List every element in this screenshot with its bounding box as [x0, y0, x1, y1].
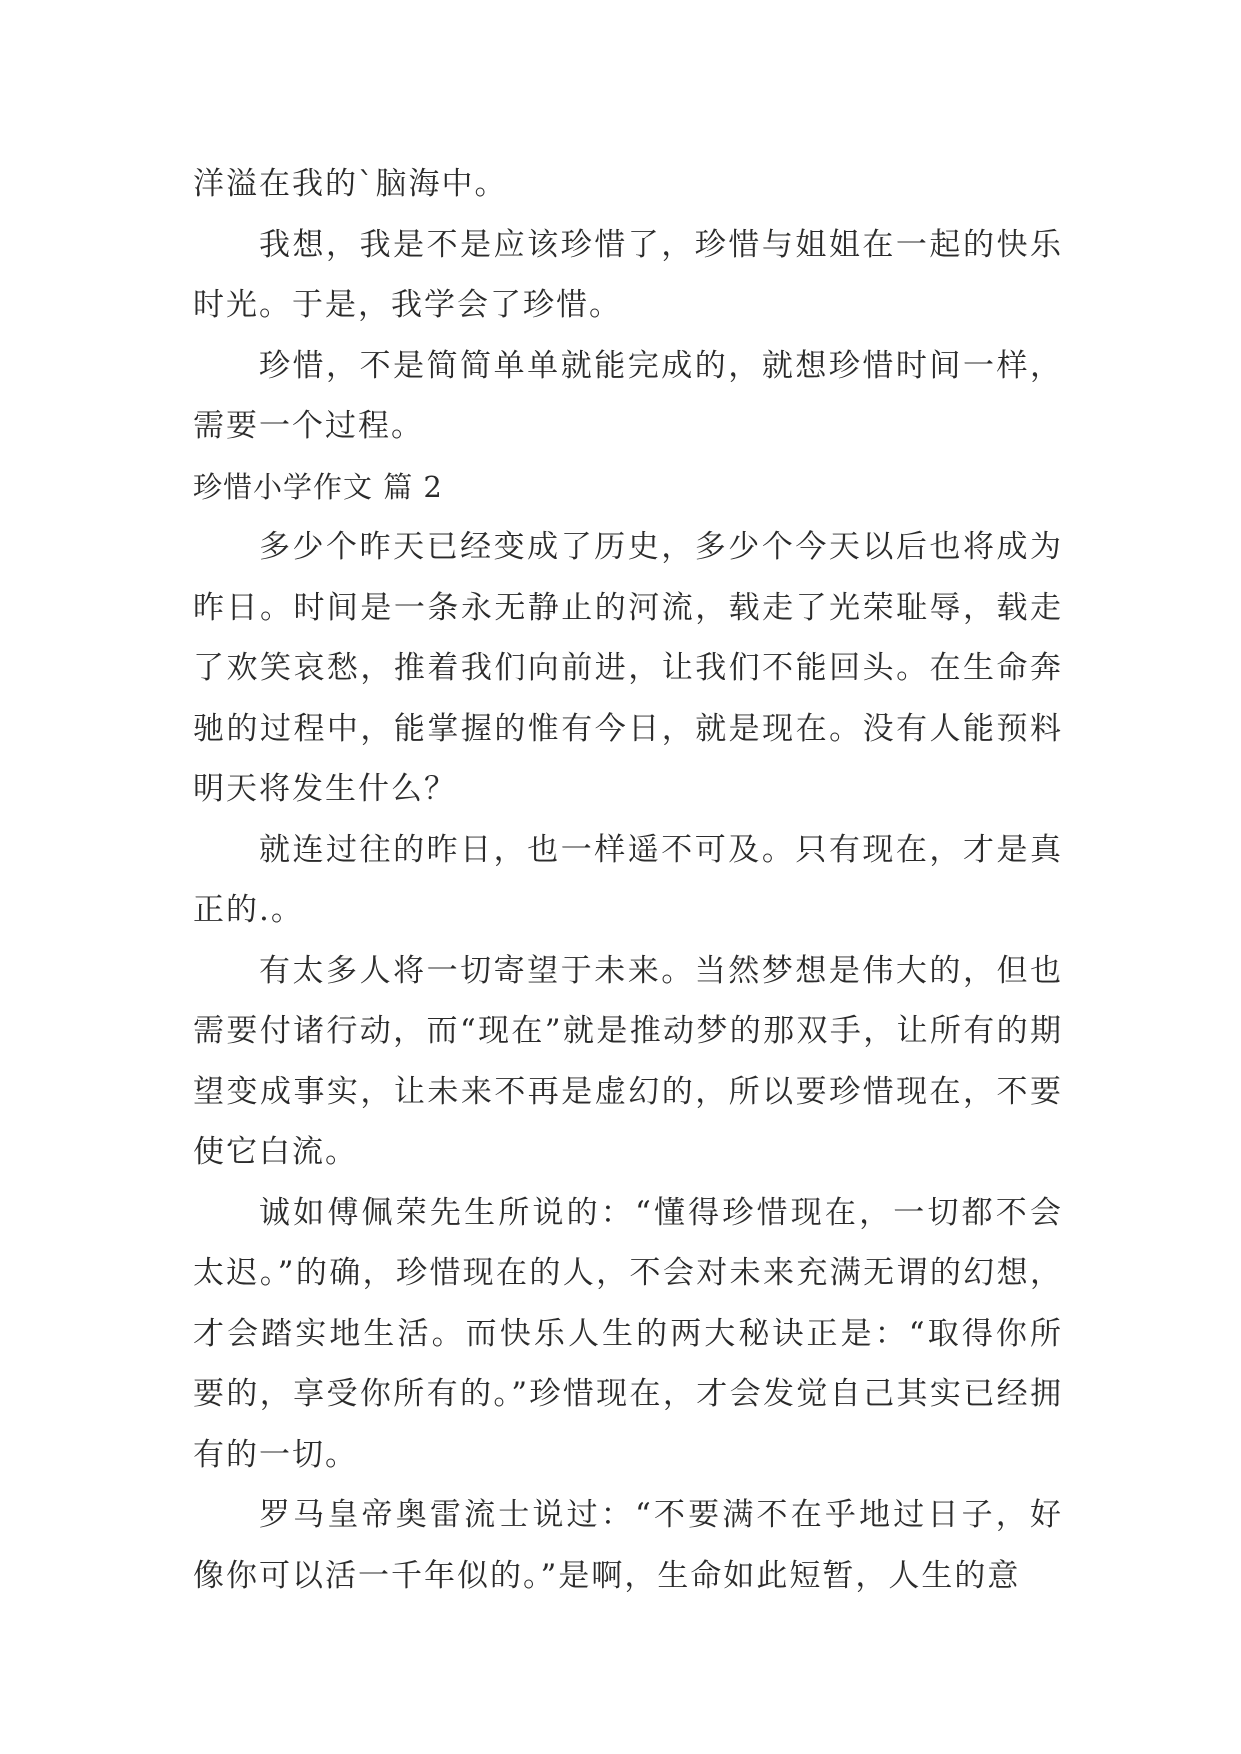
paragraph: 珍惜，不是简简单单就能完成的，就想珍惜时间一样，需要一个过程。 — [193, 347, 1063, 444]
paragraph: 我想，我是不是应该珍惜了，珍惜与姐姐在一起的快乐时光。于是，我学会了珍惜。 — [193, 226, 1063, 323]
document-body — [193, 154, 1063, 1606]
paragraph: 诚如傅佩荣先生所说的：“懂得珍惜现在，一切都不会太迟。”的确，珍惜现在的人，不会对未来充满无谓的幻想，才会踏实地生活。而快乐人生的两大秘诀正是：“取得你所要的，享受你所有的。”珍惜现在，才会发觉自己其实已经拥有的一切。 — [193, 1194, 1063, 1473]
paragraph: 多少个昨天已经变成了历史，多少个今天以后也将成为昨日。时间是一条永无静止的河流，载走了光荣耻辱，载走了欢笑哀愁，推着我们向前进，让我们不能回头。在生命奔驰的过程中，能掌握的惟有今日，就是现在。没有人能预料明天将发生什么？ — [193, 529, 1063, 807]
paragraph: 有太多人将一切寄望于未来。当然梦想是伟大的，但也需要付诸行动，而“现在”就是推动梦的那双手，让所有的期望变成事实，让未来不再是虚幻的，所以要珍惜现在，不要使它白流。 — [193, 952, 1063, 1170]
section-heading: 珍惜小学作文 篇 2 — [193, 469, 443, 504]
paragraph: 就连过往的昨日，也一样遥不可及。只有现在，才是真正的.。 — [193, 831, 1063, 928]
paragraph: 罗马皇帝奥雷流士说过：“不要满不在乎地过日子，好像你可以活一千年似的。”是啊，生命如此短暂，人生的意 — [193, 1497, 1063, 1594]
paragraph: 洋溢在我的`脑海中。 — [193, 166, 508, 202]
